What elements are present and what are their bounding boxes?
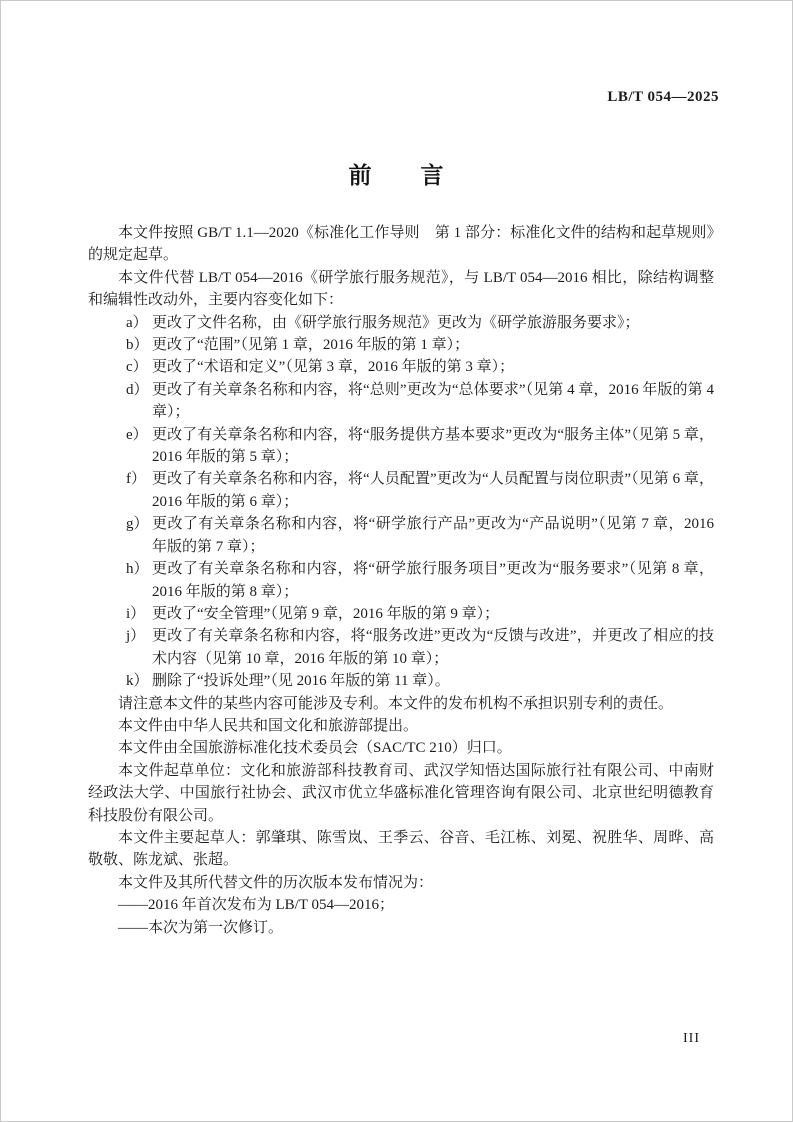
closing-paragraph: 本文件及其所代替文件的历次版本发布情况为： [118, 874, 434, 891]
change-item [88, 625, 714, 670]
change-item [88, 603, 714, 625]
closing-paragraph: 本文件由全国旅游标准化技术委员会（SAC/TC 210）归口。 [118, 740, 512, 757]
change-item [88, 356, 714, 378]
closing-paragraph: 本文件起草单位：文化和旅游部科技教育司、武汉学知悟达国际旅行社有限公司、中南财经政法大学、中国旅行社协会、武汉市优立华盛标准化管理咨询有限公司、北京世纪明德教育科技股份有限公司。 [88, 762, 714, 824]
list-marker: d） [126, 381, 149, 398]
page-number: III [683, 1031, 700, 1046]
change-item [88, 558, 714, 603]
list-text: 更改了有关章条名称和内容，将“服务提供方基本要求”更改为“服务主体”（见第 5 章，2016 年版的第 5 章）； [152, 426, 714, 466]
list-text: 更改了“范围”（见第 1 章，2016 年版的第 1 章）； [152, 337, 470, 354]
list-text: 更改了有关章条名称和内容，将“研学旅行服务项目”更改为“服务要求”（见第 8 章，2016 年版的第 8 章）； [152, 561, 714, 600]
history-line: ——2016 年首次发布为 LB/T 054—2016； [118, 897, 394, 914]
list-text: 更改了有关章条名称和内容，将“研学旅行产品”更改为“产品说明”（见第 7 章，2016 年版的第 7 章）； [152, 516, 714, 555]
list-text: 删除了“投诉处理”（见 2016 年版的第 11 章）。 [152, 673, 450, 690]
list-marker: c） [126, 359, 148, 376]
foreword-body [88, 222, 714, 939]
list-marker: k） [126, 673, 149, 690]
change-item [88, 312, 714, 334]
list-text: 更改了“安全管理”（见第 9 章，2016 年版的第 9 章）； [152, 605, 500, 622]
list-marker: i） [126, 605, 146, 622]
closing-paragraph: 本文件主要起草人：郭肇琪、陈雪岚、王季云、谷音、毛江栋、刘冕、祝胜华、周晔、高敬敬、陈龙斌、张超。 [88, 829, 714, 869]
history-line: ——本次为第一次修订。 [118, 919, 284, 936]
intro-paragraph: 本文件代替 LB/T 054—2016《研学旅行服务规范》，与 LB/T 054—2016 相比，除结构调整和编辑性改动外，主要内容变化如下： [88, 269, 714, 309]
change-item [88, 424, 714, 469]
list-text: 更改了有关章条名称和内容，将“服务改进”更改为“反馈与改进”，并更改了相应的技术内容（见第 10 章，2016 年版的第 10 章）； [152, 628, 714, 667]
change-item [88, 379, 714, 424]
list-marker: e） [126, 426, 148, 443]
standard-code: LB/T 054—2025 [607, 89, 719, 105]
list-marker: h） [126, 561, 149, 578]
list-text: 更改了有关章条名称和内容，将“总则”更改为“总体要求”（见第 4 章，2016 年版的第 4 章）； [152, 381, 714, 421]
closing-paragraph: 请注意本文件的某些内容可能涉及专利。本文件的发布机构不承担识别专利的责任。 [118, 695, 674, 712]
list-text: 更改了文件名称，由《研学旅行服务规范》更改为《研学旅游服务要求》； [152, 314, 640, 331]
change-item [88, 334, 714, 356]
change-item [88, 513, 714, 558]
intro-paragraph: 本文件按照 GB/T 1.1—2020《标准化工作导则 第 1 部分：标准化文件的结构和起草规则》的规定起草。 [88, 225, 714, 264]
list-text: 更改了“术语和定义”（见第 3 章，2016 年版的第 3 章）； [152, 359, 515, 376]
change-item [88, 670, 714, 692]
change-item [88, 468, 714, 513]
change-list [88, 312, 714, 693]
list-marker: a） [126, 314, 148, 331]
list-marker: j） [126, 628, 146, 645]
list-marker: f） [126, 471, 146, 488]
list-marker: b） [126, 337, 149, 354]
list-marker: g） [126, 516, 149, 533]
list-text: 更改了有关章条名称和内容，将“人员配置”更改为“人员配置与岗位职责”（见第 6 章，2016 年版的第 6 章）； [152, 471, 714, 510]
closing-paragraph: 本文件由中华人民共和国文化和旅游部提出。 [118, 717, 419, 734]
foreword-title: 前 言 [348, 162, 445, 188]
